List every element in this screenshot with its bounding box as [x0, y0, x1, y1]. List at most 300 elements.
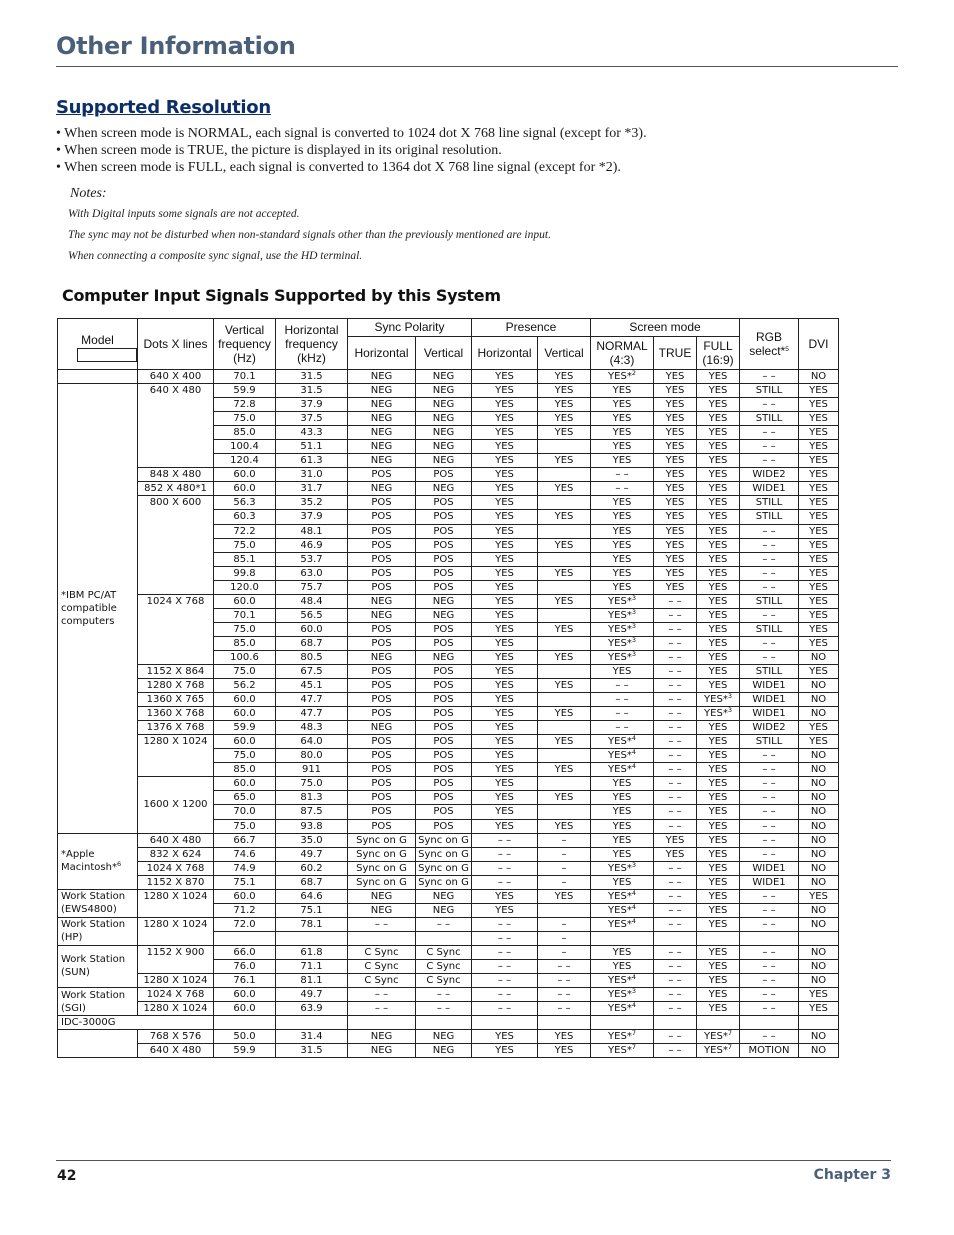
cell-presence-vertical: –	[538, 861, 591, 875]
cell-horizontal-frequency: 80.0	[276, 749, 348, 763]
cell-normal: – –	[591, 679, 654, 693]
cell-dots: 640 X 480	[138, 1044, 214, 1058]
header-screen-mode: Screen mode	[591, 319, 740, 337]
cell-rgb-select: – –	[740, 777, 799, 791]
cell-normal: YES*$^4$	[591, 735, 654, 749]
cell-true: – –	[654, 650, 697, 664]
cell-sync-horizontal: NEG	[348, 412, 416, 426]
cell-sync-horizontal: POS	[348, 510, 416, 524]
cell-sync-vertical: NEG	[416, 398, 472, 412]
cell-sync-horizontal: – –	[348, 1002, 416, 1016]
cell-sync-horizontal: Sync on G	[348, 847, 416, 861]
cell-presence-horizontal: YES	[472, 791, 538, 805]
cell-full: YES	[697, 679, 740, 693]
cell-sync-vertical: NEG	[416, 594, 472, 608]
cell-normal: YES*$^4$	[591, 749, 654, 763]
table-cell	[472, 1016, 538, 1030]
cell-sync-vertical: POS	[416, 693, 472, 707]
cell-presence-vertical	[538, 496, 591, 510]
cell-sync-horizontal: NEG	[348, 889, 416, 903]
cell-sync-horizontal: POS	[348, 468, 416, 482]
cell-true: YES	[654, 496, 697, 510]
table-header	[58, 319, 839, 370]
cell-true: – –	[654, 693, 697, 707]
table-row	[58, 693, 839, 707]
cell-sync-vertical: POS	[416, 749, 472, 763]
cell-vertical-frequency: 66.0	[214, 945, 276, 959]
cell-presence-vertical: YES	[538, 889, 591, 903]
cell-vertical-frequency: 75.0	[214, 749, 276, 763]
footnote-marker: 7	[727, 1029, 732, 1038]
cell-normal: YES	[591, 791, 654, 805]
cell-normal: YES*$^3$	[591, 861, 654, 875]
cell-rgb-select: STILL	[740, 496, 799, 510]
cell-normal: YES	[591, 426, 654, 440]
cell-full: YES	[697, 594, 740, 608]
cell-vertical-frequency: 56.3	[214, 496, 276, 510]
cell-normal: YES	[591, 833, 654, 847]
cell-horizontal-frequency: 68.7	[276, 875, 348, 889]
header-rgb-select	[740, 319, 799, 370]
cell-presence-horizontal: YES	[472, 594, 538, 608]
cell-presence-vertical	[538, 552, 591, 566]
header-model	[58, 319, 138, 370]
cell-true: – –	[654, 1002, 697, 1016]
cell-presence-vertical: YES	[538, 791, 591, 805]
cell-vertical-frequency: 100.4	[214, 440, 276, 454]
cell-dvi: YES	[799, 524, 839, 538]
cell-sync-horizontal: C Sync	[348, 974, 416, 988]
cell-sync-horizontal: NEG	[348, 426, 416, 440]
cell-sync-horizontal: POS	[348, 735, 416, 749]
cell-vertical-frequency: 85.1	[214, 552, 276, 566]
cell-normal: YES	[591, 945, 654, 959]
cell-dvi: NO	[799, 763, 839, 777]
cell-full: YES*$^7$	[697, 1030, 740, 1044]
cell-sync-vertical: POS	[416, 538, 472, 552]
cell-horizontal-frequency: 75.7	[276, 580, 348, 594]
cell-full: YES	[697, 749, 740, 763]
cell-full: YES	[697, 945, 740, 959]
cell-rgb-select: – –	[740, 566, 799, 580]
cell-sync-horizontal: POS	[348, 763, 416, 777]
cell-presence-horizontal: – –	[472, 974, 538, 988]
footnote-marker: 3	[631, 594, 636, 602]
cell-presence-vertical: YES	[538, 707, 591, 721]
cell-normal: YES*$^4$	[591, 763, 654, 777]
cell-presence-vertical: YES	[538, 1044, 591, 1058]
model-box	[77, 348, 137, 362]
cell-normal: YES*$^3$	[591, 594, 654, 608]
cell-sync-vertical: POS	[416, 580, 472, 594]
cell-sync-horizontal: Sync on G	[348, 833, 416, 847]
table-cell	[416, 1016, 472, 1030]
cell-true: YES	[654, 524, 697, 538]
cell-full: YES	[697, 398, 740, 412]
footnote-marker: 7	[631, 1029, 636, 1038]
cell-vertical-frequency: 60.0	[214, 693, 276, 707]
bullet-item: • When screen mode is TRUE, the picture is displayed in its original resolution.	[56, 142, 647, 159]
cell-sync-vertical: Sync on G	[416, 847, 472, 861]
cell-dots: 800 X 600	[138, 496, 214, 594]
cell-sync-horizontal: NEG	[348, 482, 416, 496]
cell-full: YES	[697, 538, 740, 552]
header-vertical-frequency: Vertical frequency (Hz)	[214, 319, 276, 370]
cell-vertical-frequency: 60.0	[214, 735, 276, 749]
cell-vertical-frequency: 85.0	[214, 763, 276, 777]
cell-sync-vertical: C Sync	[416, 959, 472, 973]
cell-rgb-select: – –	[740, 945, 799, 959]
cell-rgb-select: – –	[740, 959, 799, 973]
cell-dvi: NO	[799, 833, 839, 847]
cell-vertical-frequency: 60.0	[214, 777, 276, 791]
cell-vertical-frequency: 74.9	[214, 861, 276, 875]
header-sync-horizontal: Horizontal	[348, 337, 416, 370]
cell-sync-vertical: POS	[416, 679, 472, 693]
table-cell	[214, 1016, 276, 1030]
cell-true: – –	[654, 636, 697, 650]
cell-sync-horizontal: POS	[348, 496, 416, 510]
cell-horizontal-frequency: 31.0	[276, 468, 348, 482]
cell-horizontal-frequency: 64.6	[276, 889, 348, 903]
cell-presence-vertical: YES	[538, 426, 591, 440]
cell-presence-horizontal: – –	[472, 945, 538, 959]
group-label	[58, 370, 138, 384]
cell-true: – –	[654, 791, 697, 805]
cell-presence-vertical: –	[538, 931, 591, 945]
cell-dvi: YES	[799, 482, 839, 496]
cell-full: YES	[697, 608, 740, 622]
cell-normal: – –	[591, 482, 654, 496]
cell-horizontal-frequency: 93.8	[276, 819, 348, 833]
cell-full: YES	[697, 482, 740, 496]
cell-rgb-select: STILL	[740, 735, 799, 749]
cell-sync-vertical: POS	[416, 707, 472, 721]
cell-true: – –	[654, 1030, 697, 1044]
page-number: 42	[57, 1168, 77, 1184]
cell-sync-horizontal: NEG	[348, 608, 416, 622]
cell-normal: YES*$^3$	[591, 636, 654, 650]
cell-normal: YES	[591, 805, 654, 819]
cell-presence-vertical: – –	[538, 974, 591, 988]
cell-full: YES	[697, 496, 740, 510]
cell-dvi: YES	[799, 608, 839, 622]
cell-full: YES	[697, 777, 740, 791]
cell-normal	[591, 931, 654, 945]
note-item: With Digital inputs some signals are not accepted.	[68, 208, 300, 220]
cell-sync-vertical: NEG	[416, 903, 472, 917]
cell-sync-horizontal: POS	[348, 580, 416, 594]
cell-sync-horizontal: NEG	[348, 903, 416, 917]
cell-presence-horizontal: YES	[472, 454, 538, 468]
cell-presence-vertical: YES	[538, 819, 591, 833]
cell-horizontal-frequency: 35.0	[276, 833, 348, 847]
header-true: TRUE	[654, 337, 697, 370]
cell-presence-horizontal: – –	[472, 847, 538, 861]
cell-normal: YES	[591, 566, 654, 580]
cell-normal: – –	[591, 707, 654, 721]
cell-sync-vertical: POS	[416, 819, 472, 833]
page-title: Other Information	[56, 32, 296, 60]
cell-presence-horizontal: YES	[472, 426, 538, 440]
cell-presence-horizontal: YES	[472, 707, 538, 721]
cell-sync-vertical: NEG	[416, 440, 472, 454]
cell-normal: YES*$^7$	[591, 1030, 654, 1044]
cell-sync-vertical: NEG	[416, 1030, 472, 1044]
cell-normal: YES*$^4$	[591, 974, 654, 988]
table-body	[58, 370, 839, 1058]
footnote-marker: 3	[727, 706, 732, 715]
cell-horizontal-frequency: 48.4	[276, 594, 348, 608]
cell-full: YES	[697, 819, 740, 833]
cell-sync-vertical: POS	[416, 664, 472, 678]
cell-dvi: NO	[799, 959, 839, 973]
footnote-marker: 3	[727, 692, 732, 701]
cell-vertical-frequency: 85.0	[214, 636, 276, 650]
cell-true: – –	[654, 917, 697, 931]
cell-dots: 852 X 480*1	[138, 482, 214, 496]
table-row	[58, 988, 839, 1002]
group-label: *Apple Macintosh*$^6$	[58, 833, 138, 889]
cell-presence-horizontal: YES	[472, 763, 538, 777]
footnote-marker: 4	[631, 748, 636, 757]
cell-presence-horizontal: YES	[472, 412, 538, 426]
cell-horizontal-frequency: 67.5	[276, 664, 348, 678]
cell-true: YES	[654, 398, 697, 412]
header-rgb-select-label: RGB select*	[749, 330, 786, 358]
table-row	[58, 664, 839, 678]
cell-true: – –	[654, 707, 697, 721]
cell-horizontal-frequency: 31.5	[276, 384, 348, 398]
cell-dots: 1376 X 768	[138, 721, 214, 735]
cell-normal: – –	[591, 693, 654, 707]
cell-sync-vertical: NEG	[416, 384, 472, 398]
cell-horizontal-frequency: 37.5	[276, 412, 348, 426]
table-row	[58, 974, 839, 988]
cell-true: YES	[654, 847, 697, 861]
cell-horizontal-frequency: 56.5	[276, 608, 348, 622]
cell-rgb-select: – –	[740, 903, 799, 917]
cell-presence-horizontal: YES	[472, 693, 538, 707]
cell-sync-vertical: POS	[416, 777, 472, 791]
table-row	[58, 875, 839, 889]
cell-horizontal-frequency: 64.0	[276, 735, 348, 749]
cell-horizontal-frequency: 43.3	[276, 426, 348, 440]
footnote-marker: 3	[631, 608, 636, 616]
cell-horizontal-frequency: 31.5	[276, 370, 348, 384]
cell-dvi: NO	[799, 819, 839, 833]
group-label: Work Station (EWS4800)	[58, 889, 138, 917]
cell-true: YES	[654, 482, 697, 496]
cell-presence-vertical: –	[538, 917, 591, 931]
cell-horizontal-frequency: 31.4	[276, 1030, 348, 1044]
cell-vertical-frequency: 65.0	[214, 791, 276, 805]
cell-presence-horizontal: YES	[472, 384, 538, 398]
cell-horizontal-frequency: 49.7	[276, 988, 348, 1002]
cell-true: – –	[654, 721, 697, 735]
cell-dots: 1280 X 1024	[138, 917, 214, 945]
cell-dvi: NO	[799, 707, 839, 721]
table-row	[58, 1002, 839, 1016]
cell-presence-horizontal: YES	[472, 819, 538, 833]
cell-true: – –	[654, 1044, 697, 1058]
cell-horizontal-frequency: 47.7	[276, 707, 348, 721]
table-cell	[348, 1016, 416, 1030]
chapter-label: Chapter 3	[813, 1167, 891, 1183]
cell-presence-horizontal: YES	[472, 496, 538, 510]
footnote-marker: 3	[631, 636, 636, 644]
cell-presence-horizontal: YES	[472, 664, 538, 678]
cell-vertical-frequency: 75.0	[214, 538, 276, 552]
cell-horizontal-frequency: 911	[276, 763, 348, 777]
cell-true: YES	[654, 566, 697, 580]
cell-true: YES	[654, 384, 697, 398]
cell-sync-vertical: POS	[416, 735, 472, 749]
group-label: Work Station (HP)	[58, 917, 138, 945]
table-row	[58, 594, 839, 608]
table-row	[58, 707, 839, 721]
note-item: When connecting a composite sync signal, use the HD terminal.	[68, 250, 363, 262]
cell-presence-horizontal: YES	[472, 650, 538, 664]
cell-normal: YES*$^3$	[591, 608, 654, 622]
cell-full: YES	[697, 552, 740, 566]
cell-normal: YES*$^3$	[591, 622, 654, 636]
cell-dots: 1152 X 870	[138, 875, 214, 889]
cell-dots: 1152 X 864	[138, 664, 214, 678]
cell-full: YES	[697, 454, 740, 468]
cell-sync-horizontal: NEG	[348, 454, 416, 468]
cell-rgb-select: – –	[740, 370, 799, 384]
cell-dots: 768 X 576	[138, 1030, 214, 1044]
cell-sync-vertical: POS	[416, 496, 472, 510]
cell-presence-horizontal: – –	[472, 917, 538, 931]
cell-rgb-select: – –	[740, 749, 799, 763]
cell-presence-vertical: YES	[538, 566, 591, 580]
cell-presence-horizontal: YES	[472, 889, 538, 903]
cell-horizontal-frequency: 48.3	[276, 721, 348, 735]
cell-vertical-frequency: 70.0	[214, 805, 276, 819]
cell-sync-horizontal: POS	[348, 622, 416, 636]
cell-presence-vertical: YES	[538, 594, 591, 608]
cell-horizontal-frequency: 87.5	[276, 805, 348, 819]
cell-dvi: YES	[799, 580, 839, 594]
cell-presence-horizontal: YES	[472, 749, 538, 763]
cell-horizontal-frequency: 63.9	[276, 1002, 348, 1016]
cell-presence-horizontal: YES	[472, 636, 538, 650]
cell-rgb-select: – –	[740, 454, 799, 468]
cell-presence-horizontal: YES	[472, 440, 538, 454]
cell-normal: YES*$^3$	[591, 988, 654, 1002]
table-row	[58, 777, 839, 791]
cell-presence-vertical: –	[538, 833, 591, 847]
cell-true: – –	[654, 777, 697, 791]
cell-true: – –	[654, 903, 697, 917]
cell-presence-vertical: YES	[538, 622, 591, 636]
cell-sync-horizontal: POS	[348, 819, 416, 833]
cell-dvi: NO	[799, 777, 839, 791]
cell-sync-horizontal: NEG	[348, 370, 416, 384]
cell-vertical-frequency: 60.0	[214, 468, 276, 482]
cell-horizontal-frequency: 46.9	[276, 538, 348, 552]
cell-full: YES	[697, 721, 740, 735]
cell-dvi: NO	[799, 805, 839, 819]
cell-true	[654, 931, 697, 945]
cell-rgb-select: – –	[740, 1002, 799, 1016]
cell-vertical-frequency: 75.0	[214, 412, 276, 426]
cell-dvi: YES	[799, 412, 839, 426]
cell-dvi: YES	[799, 889, 839, 903]
cell-dvi: YES	[799, 496, 839, 510]
cell-sync-horizontal: NEG	[348, 398, 416, 412]
cell-full: YES*$^7$	[697, 1044, 740, 1058]
cell-sync-vertical: POS	[416, 763, 472, 777]
cell-sync-vertical	[416, 931, 472, 945]
cell-dvi: YES	[799, 538, 839, 552]
cell-horizontal-frequency: 35.2	[276, 496, 348, 510]
cell-horizontal-frequency: 37.9	[276, 398, 348, 412]
group-label: Work Station (SUN)	[58, 945, 138, 987]
cell-sync-horizontal: NEG	[348, 1030, 416, 1044]
table-row	[58, 735, 839, 749]
cell-full: YES	[697, 650, 740, 664]
cell-presence-vertical	[538, 805, 591, 819]
bullet-item: • When screen mode is NORMAL, each signal is converted to 1024 dot X 768 line signal (except for *3).	[56, 125, 647, 142]
footnote-marker: 3	[631, 987, 636, 996]
cell-vertical-frequency: 50.0	[214, 1030, 276, 1044]
cell-dots: 1024 X 768	[138, 988, 214, 1002]
footnote-marker: 4	[631, 903, 636, 911]
cell-dots: 832 X 624	[138, 847, 214, 861]
cell-rgb-select: MOTION	[740, 1044, 799, 1058]
group-label: Work Station (SGI)	[58, 988, 138, 1016]
cell-rgb-select: – –	[740, 791, 799, 805]
cell-sync-vertical: Sync on G	[416, 833, 472, 847]
cell-presence-horizontal: YES	[472, 721, 538, 735]
cell-presence-horizontal: YES	[472, 482, 538, 496]
cell-vertical-frequency	[214, 931, 276, 945]
cell-dvi: YES	[799, 552, 839, 566]
table-cell	[591, 1016, 654, 1030]
cell-normal: YES*$^7$	[591, 1044, 654, 1058]
cell-vertical-frequency: 76.0	[214, 959, 276, 973]
cell-sync-horizontal: POS	[348, 664, 416, 678]
cell-vertical-frequency: 120.4	[214, 454, 276, 468]
cell-sync-horizontal: Sync on G	[348, 861, 416, 875]
cell-true: YES	[654, 552, 697, 566]
group-label: IDC-3000G	[58, 1016, 214, 1030]
cell-sync-horizontal: POS	[348, 636, 416, 650]
cell-sync-vertical: POS	[416, 791, 472, 805]
cell-sync-vertical: NEG	[416, 412, 472, 426]
header-dots: Dots X lines	[138, 319, 214, 370]
cell-full: YES	[697, 664, 740, 678]
cell-dvi: YES	[799, 664, 839, 678]
table-cell	[740, 1016, 799, 1030]
cell-true: – –	[654, 805, 697, 819]
cell-true: – –	[654, 594, 697, 608]
cell-dots: 1360 X 768	[138, 707, 214, 721]
footnote-marker: 4	[631, 917, 636, 925]
cell-true: YES	[654, 370, 697, 384]
cell-normal: YES	[591, 496, 654, 510]
cell-presence-horizontal: YES	[472, 552, 538, 566]
cell-presence-vertical: YES	[538, 482, 591, 496]
table-row	[58, 847, 839, 861]
cell-dots: 640 X 400	[138, 370, 214, 384]
cell-normal: YES	[591, 580, 654, 594]
cell-sync-vertical: POS	[416, 510, 472, 524]
cell-horizontal-frequency: 45.1	[276, 679, 348, 693]
